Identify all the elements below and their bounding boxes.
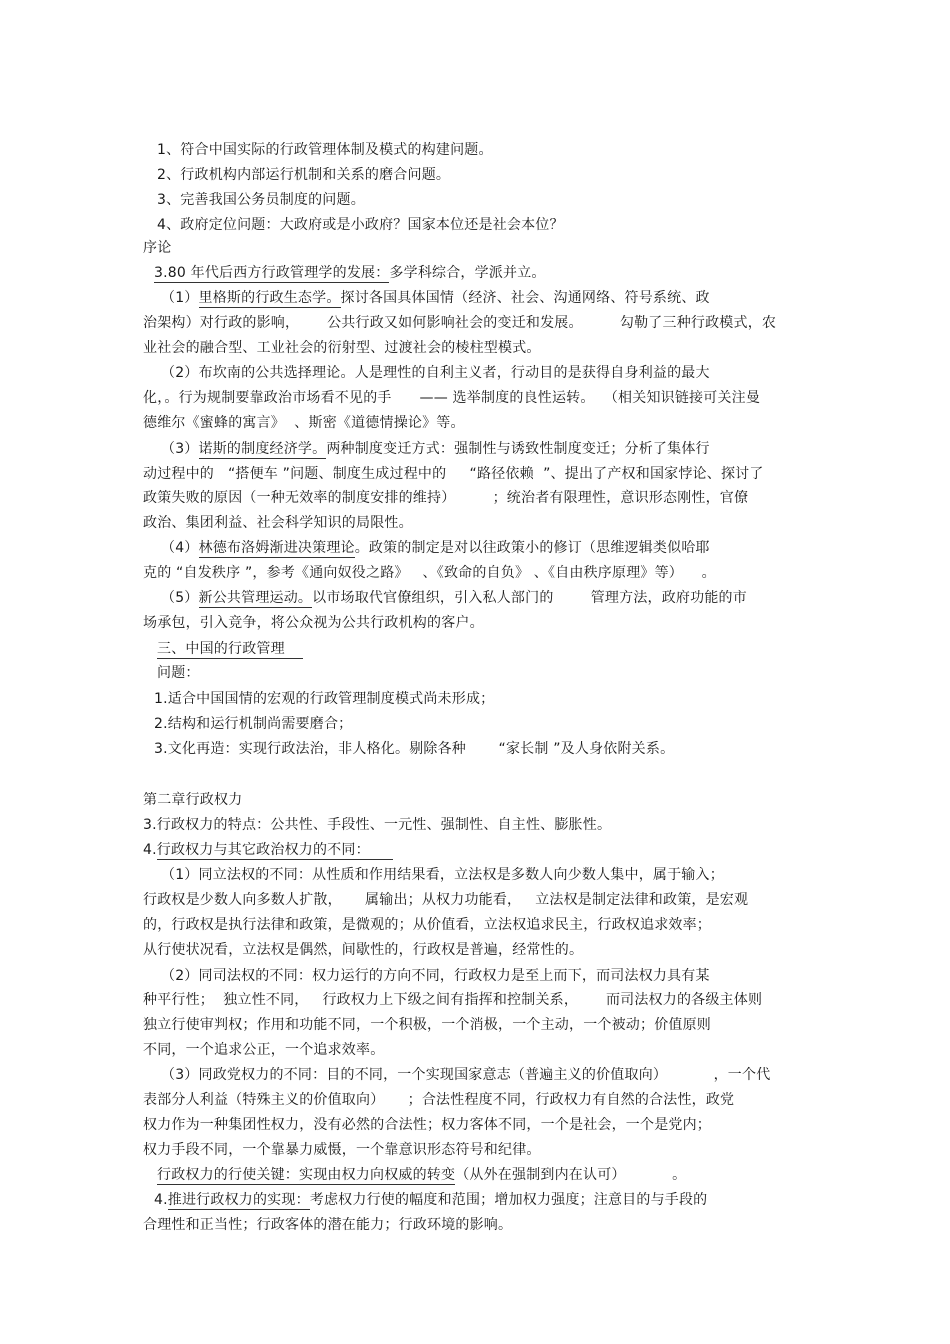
- underlined-text: 行政权力与其它政治权力的不同：: [156, 842, 394, 858]
- text-line: [161, 589, 747, 607]
- text-span: 1、符合中国实际的行政管理体制及模式的构建问题。: [157, 142, 493, 158]
- text-line: [161, 364, 710, 382]
- text-span: （从外在强制到内在认可） 。: [455, 1167, 687, 1183]
- text-line: [143, 816, 611, 834]
- text-span: 3.行政权力的特点：公共性、手段性、一元性、强制性、自主性、膨胀性。: [143, 817, 612, 833]
- text-span: 治架构）对行政的影响， 公共行政又如何影响社会的变迁和发展。 勾勒了三种行政模式，农: [143, 315, 777, 331]
- underlined-text: 诺斯的制度经济学。: [198, 441, 327, 457]
- text-line: [143, 314, 776, 332]
- underlined-text: 3.80 年代后西方行政管理学的发展：: [154, 265, 390, 281]
- text-span: 政策失败的原因（一种无效率的制度安排的维持） ；统治者有限理性，意识形态刚性，官僚: [143, 490, 749, 506]
- text-line: [161, 967, 710, 985]
- text-span: （4）: [161, 540, 199, 556]
- text-span: 以市场取代官僚组织，引入私人部门的 管理方法，政府功能的市: [312, 590, 747, 606]
- text-span: 权力手段不同，一个靠暴力威慑，一个靠意识形态符号和纪律。: [143, 1142, 541, 1158]
- text-line: [143, 239, 171, 257]
- text-line: [143, 489, 748, 507]
- text-line: [161, 1066, 770, 1084]
- text-line: [143, 564, 716, 582]
- text-line: [157, 141, 493, 159]
- text-line: [154, 715, 352, 733]
- text-span: 化，。行为规制要靠政治市场看不见的手 —— 选举制度的良性运转。 （相关知识链接可关注曼: [143, 390, 761, 406]
- text-line: [157, 664, 200, 682]
- text-line: [143, 1216, 512, 1234]
- text-line: [157, 640, 303, 658]
- text-line: [157, 1166, 686, 1184]
- text-line: [154, 264, 546, 282]
- text-span: 1.适合中国国情的宏观的行政管理制度模式尚未形成；: [154, 691, 495, 707]
- text-line: [143, 916, 711, 934]
- text-span: 序论: [143, 240, 172, 256]
- text-span: 2.结构和运行机制尚需要磨合；: [154, 716, 353, 732]
- text-span: 3.文化再造：实现行政法治，非人格化。剔除各种 “家长制 ”及人身依附关系。: [154, 741, 675, 757]
- text-span: 政治、集团利益、社会科学知识的局限性。: [143, 515, 413, 531]
- text-line: [143, 991, 762, 1009]
- text-line: [154, 740, 674, 758]
- text-line: [143, 841, 393, 859]
- underlined-text: 推进行政权力的实现：: [167, 1192, 310, 1208]
- text-line: [143, 791, 242, 809]
- underlined-text: 行政权力的行使关键：实现由权力向权威的转变: [157, 1167, 456, 1183]
- text-line: [161, 440, 710, 458]
- text-line: [157, 216, 564, 234]
- text-line: [161, 866, 724, 884]
- text-span: 行政权是少数人向多数人扩散， 属输出；从权力功能看， 立法权是制定法律和政策，是宏观: [143, 892, 749, 908]
- text-line: [143, 1016, 711, 1034]
- text-span: 不同，一个追求公正，一个追求效率。: [143, 1042, 385, 1058]
- text-line: [143, 389, 760, 407]
- text-span: 动过程中的 “搭便车 ”问题、制度生成过程中的 “路径依赖 ”、提出了产权和国家悖论、探讨了: [143, 466, 764, 482]
- text-line: [143, 339, 541, 357]
- underlined-text: 林德布洛姆渐进决策理论: [198, 540, 355, 556]
- text-span: 业社会的融合型、工业社会的衍射型、过渡社会的棱柱型模式。: [143, 340, 541, 356]
- underlined-text: 里格斯的行政生态学。: [198, 290, 341, 306]
- text-span: 权力作为一种集团性权力，没有必然的合法性；权力客体不同，一个是社会，一个是党内；: [143, 1117, 711, 1133]
- text-span: 3、完善我国公务员制度的问题。: [157, 192, 365, 208]
- text-line: [154, 690, 494, 708]
- text-span: 从行使状况看，立法权是偶然，间歇性的，行政权是普遍，经常性的。: [143, 942, 584, 958]
- text-line: [143, 465, 764, 483]
- text-line: [143, 614, 484, 632]
- text-span: （3）: [161, 441, 199, 457]
- text-line: [161, 289, 710, 307]
- text-span: 的，行政权是执行法律和政策，是微观的；从价值看，立法权追求民主，行政权追求效率；: [143, 917, 711, 933]
- text-line: [143, 891, 748, 909]
- text-span: 考虑权力行使的幅度和范围；增加权力强度；注意目的与手段的: [309, 1192, 708, 1208]
- text-span: （5）: [161, 590, 199, 606]
- text-line: [143, 414, 465, 432]
- text-line: [143, 1141, 541, 1159]
- text-span: （2）同司法权的不同：权力运行的方向不同，行政权力是至上而下，而司法权力具有某: [161, 968, 710, 984]
- text-span: 德维尔《蜜蜂的寓言》 、斯密《道德情操论》等。: [143, 415, 465, 431]
- text-line: [143, 1041, 384, 1059]
- text-line: [157, 191, 365, 209]
- text-span: 合理性和正当性；行政客体的潜在能力；行政环境的影响。: [143, 1217, 513, 1233]
- text-span: 场承包，引入竞争，将公众视为公共行政机构的客户。: [143, 615, 484, 631]
- text-span: 独立行使审判权；作用和功能不同，一个积极，一个消极，一个主动，一个被动；价值原则: [143, 1017, 711, 1033]
- text-line: [143, 514, 413, 532]
- text-span: （2）布坎南的公共选择理论。人是理性的自利主义者，行动目的是获得自身利益的最大: [161, 365, 710, 381]
- text-span: （3）同政党权力的不同：目的不同，一个实现国家意志（普遍主义的价值取向） ，一个代: [161, 1067, 771, 1083]
- text-span: 问题：: [157, 665, 200, 681]
- text-line: [143, 941, 583, 959]
- text-span: 。政策的制定是对以往政策小的修订（思维逻辑类似哈耶: [354, 540, 710, 556]
- text-line: [161, 539, 710, 557]
- text-span: 探讨各国具体国情（经济、社会、沟通网络、符号系统、政: [340, 290, 710, 306]
- text-span: （1）: [161, 290, 199, 306]
- text-span: 种平行性； 独立性不同， 行政权力上下级之间有指挥和控制关系， 而司法权力的各级主体则: [143, 992, 763, 1008]
- text-span: （1）同立法权的不同：从性质和作用结果看，立法权是多数人向少数人集中，属于输入；: [161, 867, 724, 883]
- underlined-text: 新公共管理运动。: [198, 590, 313, 606]
- text-span: 多学科综合，学派并立。: [389, 265, 546, 281]
- text-span: 表部分人利益（特殊主义的价值取向） ；合法性程度不同，行政权力有自然的合法性，政党: [143, 1092, 735, 1108]
- text-span: 两种制度变迁方式：强制性与诱致性制度变迁；分析了集体行: [326, 441, 710, 457]
- text-span: 克的 “自发秩序 ”，参考《通向奴役之路》 、《致命的自负》 、《自由秩序原理》等） 。: [143, 565, 716, 581]
- text-span: 4.: [154, 1192, 168, 1208]
- text-span: 4.: [143, 842, 157, 858]
- underlined-text: 三、中国的行政管理: [157, 641, 304, 657]
- text-line: [157, 166, 450, 184]
- text-line: [143, 1091, 734, 1109]
- text-line: [143, 1116, 711, 1134]
- text-line: [154, 1191, 707, 1209]
- text-span: 4、政府定位问题：大政府或是小政府？国家本位还是社会本位？: [157, 217, 564, 233]
- text-span: 第二章行政权力: [143, 792, 243, 808]
- text-span: 2、行政机构内部运行机制和关系的磨合问题。: [157, 167, 451, 183]
